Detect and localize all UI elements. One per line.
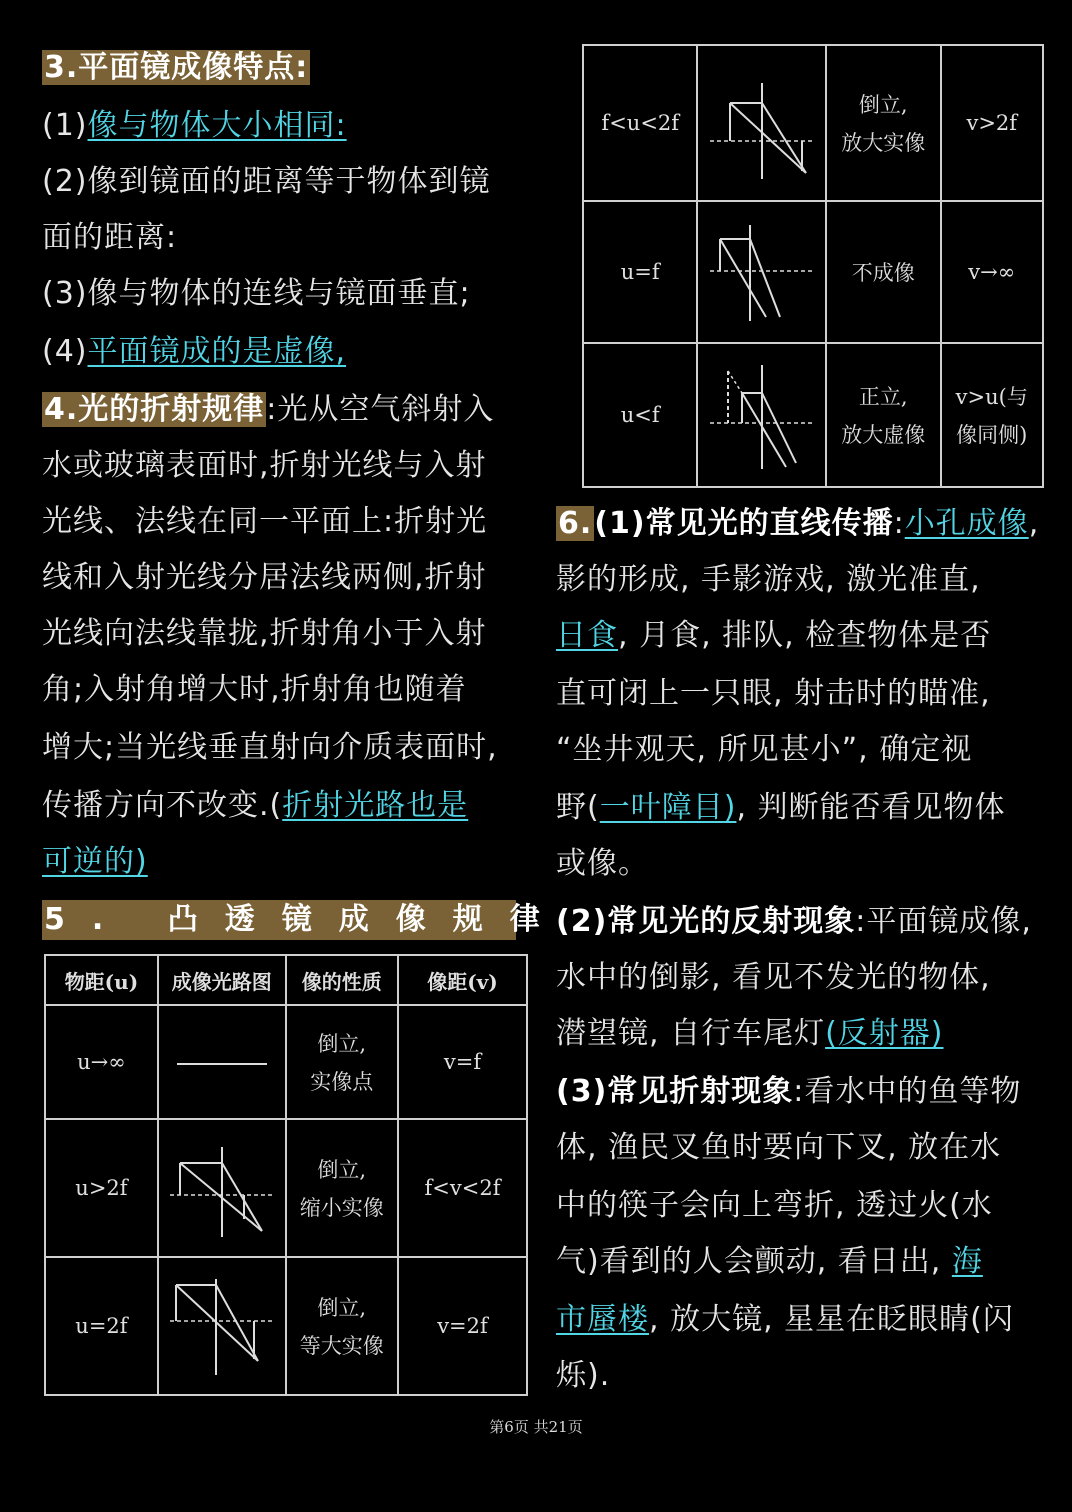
- ray-diagram-icon: [706, 359, 818, 471]
- cell-diagram: [158, 1257, 286, 1395]
- s6-link-mirage-a[interactable]: 海: [951, 1244, 983, 1279]
- section-5-heading: 5. 凸透镜成像规律: [42, 900, 516, 940]
- cell-u: f<u<2f: [583, 45, 697, 201]
- s4-line-2: 水或玻璃表面时,折射光线与入射: [42, 448, 487, 483]
- s6-3-line-2: 体, 渔民叉鱼时要向下叉, 放在水: [556, 1130, 1002, 1165]
- table-row: [583, 343, 1043, 487]
- s4-line-9: [42, 842, 148, 882]
- cell-diagram: [158, 1005, 286, 1119]
- cell-diagram: [697, 343, 826, 487]
- s6-line-3: 日食, 月食, 排队, 检查物体是否: [556, 618, 992, 653]
- section-5-heading-wrap: [42, 900, 567, 940]
- table-row: [45, 1119, 527, 1257]
- cell-property: 倒立, 缩小实像: [286, 1119, 398, 1257]
- section-3-heading: 3.平面镜成像特点:: [44, 50, 309, 85]
- s4-link-b[interactable]: 可逆的): [42, 844, 148, 879]
- cell-u: u=f: [583, 201, 697, 343]
- cell-v: v>2f: [941, 45, 1043, 201]
- s6-3-line-3: 中的筷子会向上弯折, 透过火(水: [556, 1188, 993, 1223]
- ray-diagram-icon: [166, 1271, 278, 1381]
- cell-property: 正立, 放大虚像: [826, 343, 940, 487]
- cell-u: u=2f: [45, 1257, 158, 1395]
- s3-item-4-link[interactable]: 平面镜成的是虚像,: [87, 334, 347, 369]
- cell-v: v=2f: [398, 1257, 527, 1395]
- s4-line-6: 角;入射角增大时,折射角也随着: [42, 672, 467, 707]
- cell-v: v>u(与 像同侧): [941, 343, 1043, 487]
- s3-item-1: (1)像与物体大小相同:: [42, 108, 347, 143]
- s4-line-8: 传播方向不改变.(折射光路也是: [42, 788, 469, 823]
- ray-diagram-icon: [706, 217, 818, 327]
- s6-2-line-3: 潜望镜, 自行车尾灯(反射器): [556, 1016, 944, 1051]
- section-6-number: 6.: [558, 506, 593, 541]
- table-row: [583, 201, 1043, 343]
- s6-link-pinhole[interactable]: 小孔成像: [904, 506, 1029, 541]
- s6-link-leaf[interactable]: 一叶障目): [599, 790, 737, 825]
- col-header-property: 像的性质: [286, 955, 398, 1005]
- cell-u: u>2f: [45, 1119, 158, 1257]
- lens-table-right: [582, 44, 1044, 488]
- s6-line-4: 直可闭上一只眼, 射击时的瞄准,: [556, 676, 991, 711]
- cell-u: u<f: [583, 343, 697, 487]
- ray-line-diagram: [167, 1042, 277, 1082]
- s4-line-7: 增大;当光线垂直射向介质表面时,: [42, 730, 498, 765]
- s6-3-line-1: (3)常见折射现象:看水中的鱼等物: [556, 1074, 1022, 1109]
- s6-line-1: 6.(1)常见光的直线传播:小孔成像,: [558, 506, 1040, 541]
- cell-property: 不成像: [826, 201, 940, 343]
- cell-diagram: [697, 201, 826, 343]
- page-footer: 第6页 共21页: [489, 1418, 583, 1436]
- cell-diagram: [697, 45, 826, 201]
- s6-3-line-6: 烁).: [556, 1358, 611, 1393]
- s3-item-4: (4)平面镜成的是虚像,: [42, 334, 347, 369]
- s3-item-1-link[interactable]: 像与物体大小相同:: [87, 108, 347, 143]
- s3-item-2b: 面的距离:: [42, 220, 178, 255]
- cell-v: v→∞: [941, 201, 1043, 343]
- cell-property: 倒立, 实像点: [286, 1005, 398, 1119]
- s6-line-6: 野(一叶障目), 判断能否看见物体: [556, 790, 1006, 825]
- cell-property: 倒立, 等大实像: [286, 1257, 398, 1395]
- s6-2-line-1: (2)常见光的反射现象:平面镜成像,: [556, 904, 1032, 939]
- s6-3-line-4: 气)看到的人会颤动, 看日出, 海: [556, 1244, 983, 1279]
- col-header-diagram: 成像光路图: [158, 955, 286, 1005]
- cell-property: 倒立, 放大实像: [826, 45, 940, 201]
- s3-item-3: (3)像与物体的连线与镜面垂直;: [42, 276, 471, 311]
- ray-diagram-icon: [706, 63, 818, 183]
- table-row: [45, 1005, 527, 1119]
- s4-line-4: 线和入射光线分居法线两侧,折射: [42, 560, 487, 595]
- section-4-heading: 4.光的折射规律: [44, 392, 265, 427]
- col-header-v: 像距(v): [398, 955, 527, 1005]
- cell-v: v=f: [398, 1005, 527, 1119]
- cell-u: u→∞: [45, 1005, 158, 1119]
- s6-line-7: 或像。: [556, 846, 649, 881]
- ray-diagram-icon: [166, 1133, 278, 1243]
- s3-item-2a: (2)像到镜面的距离等于物体到镜: [42, 164, 491, 199]
- table-row: [583, 45, 1043, 201]
- s6-link-eclipse[interactable]: 日食: [556, 618, 618, 653]
- s6-2-line-2: 水中的倒影, 看见不发光的物体,: [556, 960, 991, 995]
- cell-diagram: [158, 1119, 286, 1257]
- col-header-u: 物距(u): [45, 955, 158, 1005]
- s6-3-line-5: 市蜃楼, 放大镜, 星星在眨眼睛(闪: [556, 1302, 1014, 1337]
- s4-line-1: 4.光的折射规律:光从空气斜射入: [44, 392, 495, 427]
- s6-line-5: “坐井观天, 所见甚小”, 确定视: [556, 732, 973, 767]
- cell-v: f<v<2f: [398, 1119, 527, 1257]
- s6-link-reflector[interactable]: (反射器): [825, 1016, 944, 1051]
- lens-table-left: [44, 954, 528, 1396]
- s4-line-5: 光线向法线靠拢,折射角小于入射: [42, 616, 487, 651]
- s4-line-3: 光线、法线在同一平面上:折射光: [42, 504, 488, 539]
- s6-line-2: 影的形成, 手影游戏, 激光准直,: [556, 562, 981, 597]
- s4-link-a[interactable]: 折射光路也是: [282, 788, 469, 823]
- table-row: [45, 1257, 527, 1395]
- s6-link-mirage-b[interactable]: 市蜃楼: [556, 1302, 649, 1337]
